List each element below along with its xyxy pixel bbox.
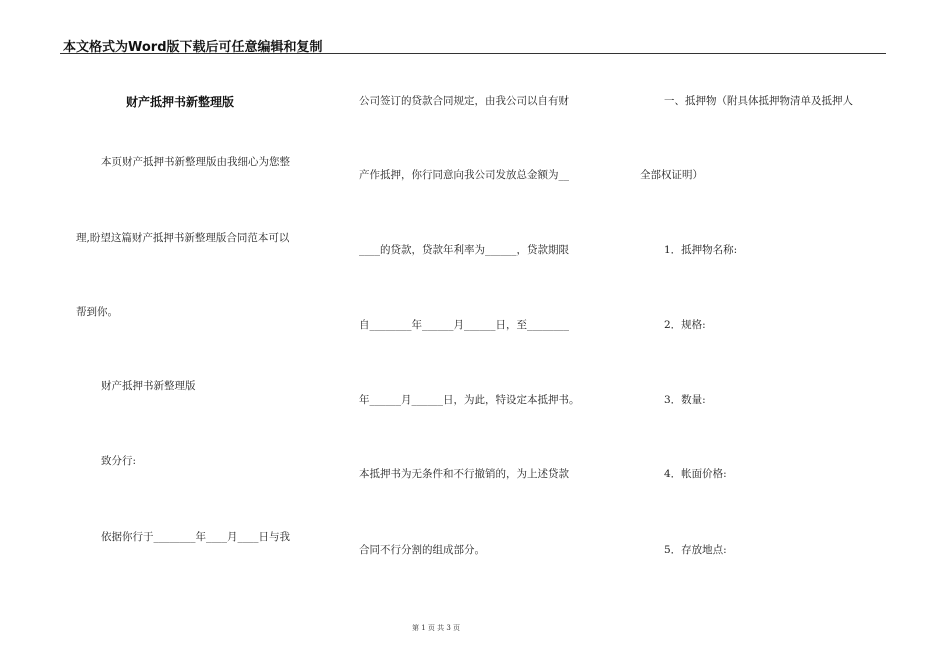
col2-line-4: 自________年______月______日，至________	[359, 319, 569, 331]
col1-line-1: 本页财产抵押书新整理版由我细心为您整	[101, 156, 290, 168]
col2-line-6: 本抵押书为无条件和不行撤销的，为上述贷款	[359, 468, 569, 480]
page-header-title: 本文格式为Word版下载后可任意编辑和复制	[63, 40, 323, 55]
col1-line-3: 帮到你。	[76, 306, 118, 318]
page-number: 第 1 页 共 3 页	[412, 624, 461, 632]
col3-line-3: 1．抵押物名称:	[664, 244, 738, 256]
col3-line-2: 全部权证明）	[640, 169, 703, 181]
document-title: 财产抵押书新整理版	[126, 95, 235, 109]
col2-line-7: 合同不行分割的组成部分。	[359, 544, 485, 556]
col1-line-2: 理,盼望这篇财产抵押书新整理版合同范本可以	[76, 232, 290, 244]
col2-line-5: 年______月______日，为此，特设定本抵押书。	[359, 394, 580, 406]
col1-line-4: 财产抵押书新整理版	[101, 380, 196, 392]
col2-line-2: 产作抵押，你行同意向我公司发放总金额为__	[359, 169, 569, 181]
col3-line-4: 2．规格:	[664, 319, 706, 331]
col1-line-5: 致分行:	[101, 455, 137, 467]
col3-line-6: 4．帐面价格:	[664, 468, 727, 480]
col3-line-5: 3．数量:	[664, 394, 706, 406]
col2-line-1: 公司签订的贷款合同规定，由我公司以自有财	[359, 95, 569, 107]
col2-line-3: ____的贷款，贷款年利率为______，贷款期限	[359, 244, 569, 256]
col1-line-6: 依据你行于________年____月____日与我	[101, 531, 290, 543]
col3-line-7: 5．存放地点:	[664, 544, 727, 556]
header-divider	[60, 53, 886, 54]
col3-line-1: 一、抵押物（附具体抵押物清单及抵押人	[664, 95, 853, 107]
